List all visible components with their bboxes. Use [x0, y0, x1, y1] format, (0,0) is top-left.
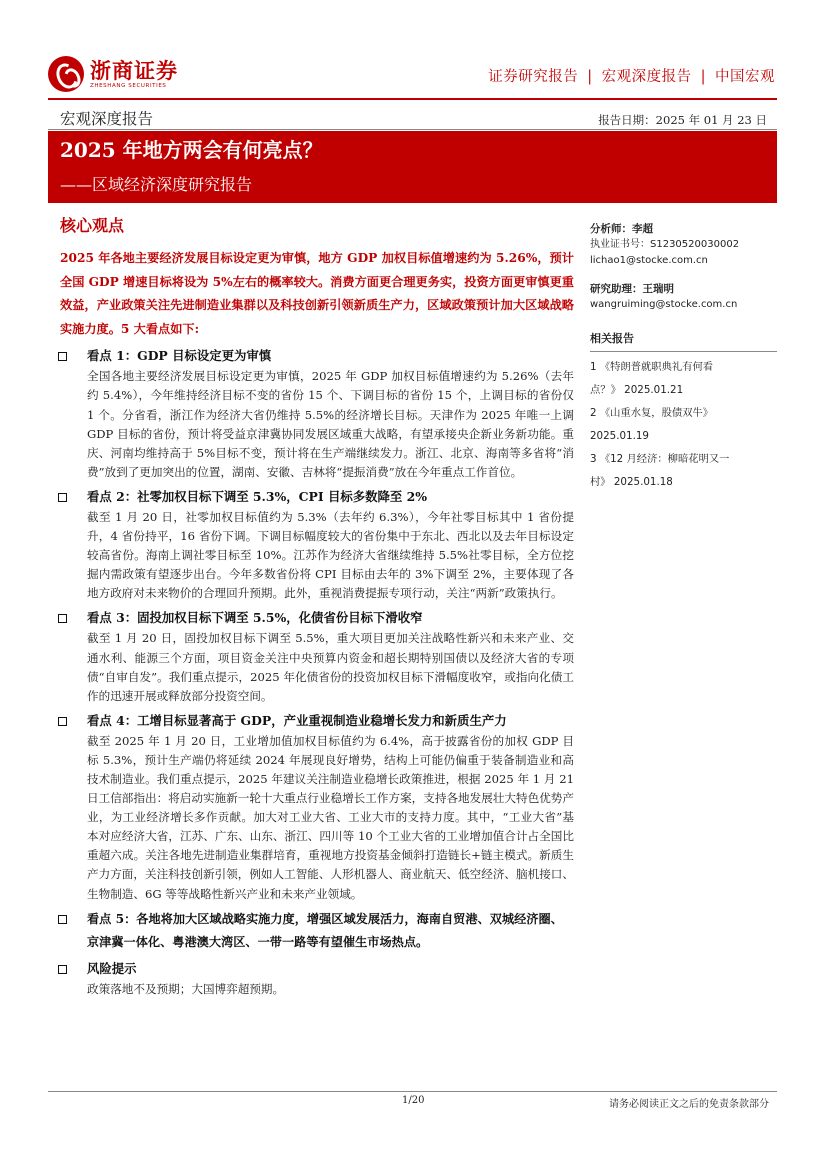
key-point-heading: 看点 4：工增目标显著高于 GDP，产业重视制造业稳增长发力和新质生产力 — [87, 712, 507, 728]
page-number: 1/20 — [402, 1095, 425, 1106]
key-point-body: 截至 2025 年 1 月 20 日，工业增加值加权目标值约为 6.4%，高于披露省份的加权 GDP 目标 5.3%，预计生产端仍将延续 2024 年展现良好增势，结构上可能仍偏重于装备制造业和高技术制造业。我们重点提示，2025 年建议关注制造业稳增长政策推进，根据 2025 年 1 月 21 日工信部指出：将启动实施新一轮十大重点行业稳增长工作方案，支持各地发展壮大特色优势产业，为工业经济增长多作贡献。加大对工业大省、工业大市的支持力度。其中，“工业大省”基本对应经济大省，江苏、广东、山东、浙江、四川等 10 个工业大省的工业增加值合计占全国比重超六成。关注各地先进制造业集群培育，重视地方投资基金倾斜打造链长+链主模式。新质生产力方面，关注科技创新引领，例如人工智能、人形机器人、商业航天、低空经济、脑机接口、生物制造、6G 等等战略性新兴产业和未来产业领域。 — [87, 733, 574, 901]
key-point-3 — [60, 607, 574, 705]
key-point-heading: 看点 5：各地将加大区域战略实施力度，增强区域发展活力，海南自贸港、双城经济圈、京津冀一体化、粤港澳大湾区、一带一路等有望催生市场热点。 — [87, 911, 563, 949]
related-reports-heading: 相关报告 — [590, 330, 777, 352]
assistant-info — [590, 281, 777, 313]
assistant-email[interactable]: wangruiming@stocke.com.cn — [590, 299, 738, 310]
key-point-2 — [60, 486, 574, 603]
title-banner — [48, 131, 777, 203]
key-point-body: 截至 1 月 20 日，固投加权目标下调至 5.5%，重大项目更加关注战略性新兴和未来产业、交通水利、能源三个方面，项目资金关注中央预算内资金和超长期特别国债以及经济大省的专项债“自审自发”。我们重点提示，2025 年化债省份的投资加权目标下滑幅度收窄，或指向化债工作的迅速开展或释放部分投资空间。 — [87, 631, 574, 703]
logo-name-cn: 浙商证券 — [90, 59, 178, 83]
related-reports-list — [590, 356, 777, 494]
related-report-item[interactable]: 2 《山重水复，股债双牛》 — [590, 407, 714, 419]
analyst-info — [590, 221, 777, 269]
report-date: 报告日期：2025 年 01 月 23 日 — [598, 113, 767, 127]
company-logo — [48, 56, 178, 92]
analyst-certificate: 执业证书号：S1230520030002 — [590, 239, 740, 250]
key-point-heading: 看点 3：固投加权目标下调至 5.5%，化债省份目标下滑收窄 — [87, 610, 423, 626]
header-divider — [48, 98, 777, 100]
analyst-name: 分析师：李超 — [590, 223, 653, 235]
main-content — [60, 213, 574, 999]
disclaimer-note: 请务必阅读正文之后的免责条款部分 — [609, 1099, 769, 1110]
key-point-heading: 看点 2：社零加权目标下调至 5.3%，CPI 目标多数降至 2% — [87, 488, 427, 504]
checkbox-bullet-icon — [58, 352, 67, 361]
related-report-item[interactable]: 2025.01.19 — [590, 430, 649, 442]
related-report-item[interactable]: 3 《12 月经济：柳暗花明又一 — [590, 453, 730, 465]
key-point-5 — [60, 908, 574, 954]
risk-warning — [60, 958, 574, 999]
document-type: 宏观深度报告 — [60, 110, 154, 128]
checkbox-bullet-icon — [58, 614, 67, 623]
related-report-item[interactable]: 1 《特朗普就职典礼有何看 — [590, 361, 714, 373]
core-view-summary: 2025 年各地主要经济发展目标设定更为审慎，地方 GDP 加权目标值增速约为 5.26%，预计全国 GDP 增速目标将设为 5%左右的概率较大。消费方面更合理更务实，投资方面更审慎更重效益，产业政策关注先进制造业集群以及科技创新引领新质生产力，区域政策预计加大区域战略实施力度。5 大看点如下: — [60, 251, 574, 336]
nav-item-china-macro: 中国宏观 — [715, 69, 775, 85]
key-point-heading: 看点 1：GDP 目标设定更为审慎 — [87, 348, 272, 364]
core-view-heading: 核心观点 — [60, 216, 125, 235]
checkbox-bullet-icon — [58, 717, 67, 726]
related-report-item[interactable]: 点？》 2025.01.21 — [590, 384, 684, 396]
analyst-email[interactable]: lichao1@stocke.com.cn — [590, 255, 708, 266]
subheader-divider — [48, 129, 777, 130]
sidebar — [590, 221, 777, 494]
header-category-nav — [488, 65, 775, 86]
related-report-item[interactable]: 村》 2025.01.18 — [590, 476, 673, 488]
logo-icon — [48, 56, 84, 92]
checkbox-bullet-icon — [58, 965, 67, 974]
key-point-body: 全国各地主要经济发展目标设定更为审慎，2025 年 GDP 加权目标值增速约为 5.26%（去年约 5.4%），今年维持经济目标不变的省份 15 个、下调目标的省份 15 个，上调目标的省份仅 1 个。分省看，浙江作为经济大省仍维持 5.5%的经济增长目标。天津作为 2025 年唯一上调 GDP 目标的省份，预计将受益京津冀协同发展区域重大战略，有望承接央企新业务新功能。重庆、河南均维持高于 5%目标不变，预计将在生产端继续发力。浙江、北京、海南等多省将“消费”放到了更加突出的位置，湖南、安徽、吉林将“提振消费”放在今年重点工作首位。 — [87, 369, 574, 479]
assistant-name: 研究助理：王瑞明 — [590, 283, 674, 295]
report-title: 2025 年地方两会有何亮点？ — [60, 138, 323, 162]
nav-separator: | — [587, 69, 593, 85]
checkbox-bullet-icon — [58, 915, 67, 924]
logo-name-en: ZHESHANG SECURITIES — [90, 83, 167, 89]
key-point-4 — [60, 710, 574, 904]
nav-item-securities-research: 证券研究报告 — [488, 69, 579, 85]
report-subtitle: ——区域经济深度研究报告 — [60, 175, 253, 194]
key-point-1 — [60, 345, 574, 482]
checkbox-bullet-icon — [58, 493, 67, 502]
nav-item-macro-depth: 宏观深度报告 — [601, 69, 692, 85]
risk-warning-heading: 风险提示 — [87, 960, 137, 976]
nav-separator: | — [700, 69, 706, 85]
key-point-body: 截至 1 月 20 日，社零加权目标值约为 5.3%（去年约 6.3%），今年社零目标其中 1 省份提升，4 省份持平，16 省份下调。下调目标幅度较大的省份集中于东北、西北以及去年目标设定较高省份。海南上调社零目标至 10%。江苏作为经济大省继续维持 5.5%社零目标，全方位挖掘内需政策有望逐步出台。今年多数省份将 CPI 目标由去年的 3%下调至 2%，主要体现了各地方政府对未来物价的合理回升预期。此外，重视消费提振专项行动，关注“两新”政策执行。 — [87, 509, 574, 601]
risk-warning-body: 政策落地不及预期；大国博弈超预期。 — [87, 981, 285, 996]
footer-divider — [48, 1091, 777, 1092]
